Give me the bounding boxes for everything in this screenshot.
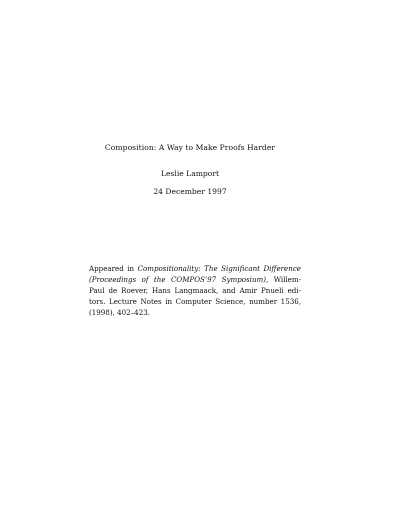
paper-date: 24 December 1997	[153, 187, 227, 196]
note-line-5-prefix: (1998), 402–423.	[89, 308, 150, 317]
paper-title: Composition: A Way to Make Proofs Harder	[104, 143, 276, 152]
publication-note-line	[89, 307, 301, 318]
note-line-2-suffix: , Willem-	[266, 275, 302, 284]
publication-note-line	[89, 274, 301, 285]
paper-author: Leslie Lamport	[160, 169, 220, 178]
note-line-2-italic: (Proceedings of the COMPOS’97 Symposium)	[89, 275, 267, 284]
publication-note	[89, 263, 301, 318]
note-line-4-prefix: tors. Lecture Notes in Computer Science, number 1536,	[89, 297, 301, 306]
publication-note-line	[89, 263, 301, 274]
note-line-1-italic: Compositionality: The Significant Difference	[137, 264, 301, 273]
note-line-1-prefix: Appeared in	[89, 264, 138, 273]
note-line-3-prefix: Paul de Roever, Hans Langmaack, and Amir Pnueli edi-	[89, 286, 301, 295]
publication-note-line	[89, 285, 301, 296]
publication-note-line	[89, 296, 301, 307]
